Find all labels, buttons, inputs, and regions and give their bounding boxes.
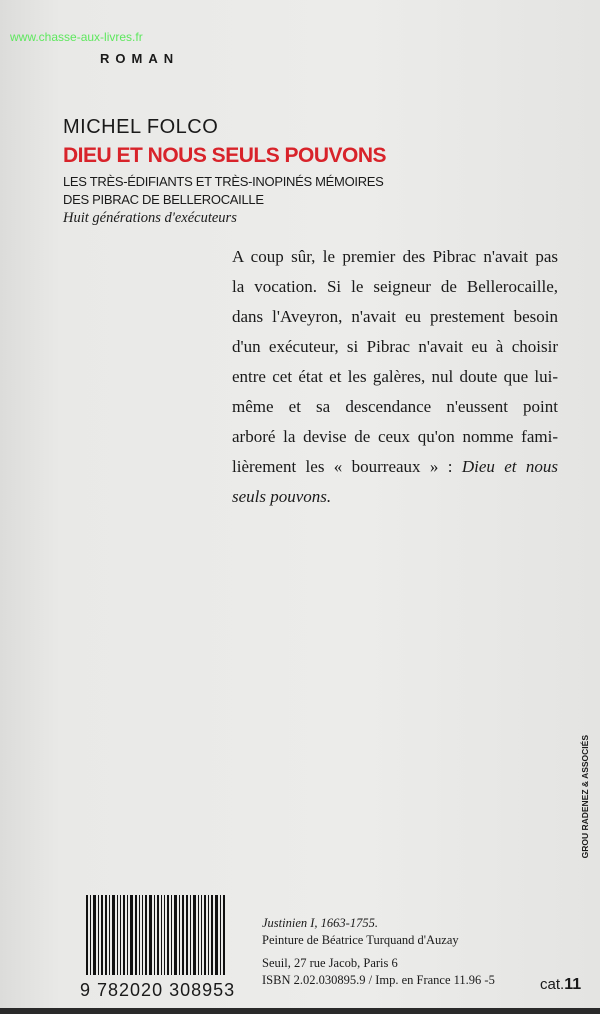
barcode-bar [182, 895, 184, 975]
barcode-bar [167, 895, 169, 975]
barcode-bar [174, 895, 177, 975]
barcode-bar [186, 895, 188, 975]
tagline: Huit générations d'exécuteurs [63, 210, 237, 226]
barcode-bar [220, 895, 221, 975]
blurb-line: arboré la devise de ceux qu'on nomme fami- [232, 427, 558, 446]
barcode-bar [86, 895, 88, 975]
category-code [540, 976, 581, 994]
barcode-bar [101, 895, 103, 975]
barcode-bar [154, 895, 155, 975]
subtitle-line-2: DES PIBRAC DE BELLEROCAILLE [63, 192, 264, 207]
barcode-bar [179, 895, 180, 975]
barcode-bar [204, 895, 206, 975]
category-value: 11 [564, 976, 582, 993]
barcode-bar [145, 895, 147, 975]
blurb-line: d'un exécuteur, si Pibrac n'avait eu à choisir [232, 337, 558, 356]
blurb-italic: seuls pouvons. [232, 487, 332, 506]
watermark: www.chasse-aux-livres.fr [10, 30, 143, 44]
isbn: ISBN 2.02.030895.9 / Imp. en France 11.96 -5 [262, 973, 495, 987]
barcode-bar [112, 895, 115, 975]
subtitle-line-1: LES TRÈS-ÉDIFIANTS ET TRÈS-INOPINÉS MÉMOIRES [63, 174, 384, 189]
barcode-bar [98, 895, 99, 975]
blurb-italic: Dieu et nous [461, 457, 558, 476]
blurb [232, 242, 558, 512]
blurb-line: A coup sûr, le premier des Pibrac n'avait pas [232, 247, 558, 266]
barcode-bar [149, 895, 152, 975]
barcode-bar [215, 895, 218, 975]
blurb-line: même et sa descendance n'eussent point [232, 397, 558, 416]
design-credit: GROU RADENEZ & ASSOCIÉS [580, 735, 590, 859]
barcode-bar [190, 895, 191, 975]
barcode-bar [201, 895, 202, 975]
barcode-bar [193, 895, 196, 975]
barcode-bar [142, 895, 143, 975]
painter-credit: Peinture de Béatrice Turquand d'Auzay [262, 933, 459, 947]
barcode [86, 895, 242, 975]
book-title: DIEU ET NOUS SEULS POUVONS [63, 144, 387, 167]
barcode-bar [198, 895, 199, 975]
barcode-bar [161, 895, 162, 975]
blurb-line: dans l'Aveyron, n'avait eu prestement besoin [232, 307, 558, 326]
barcode-bar [135, 895, 137, 975]
barcode-bar [211, 895, 213, 975]
barcode-bar [223, 895, 225, 975]
barcode-bar [171, 895, 172, 975]
barcode-bar [127, 895, 128, 975]
barcode-bar [157, 895, 159, 975]
barcode-bar [208, 895, 209, 975]
barcode-bar [105, 895, 107, 975]
author: MICHEL FOLCO [63, 116, 219, 138]
blurb-text: lièrement les « bourreaux » : [232, 457, 462, 476]
painting-caption: Justinien I, 1663-1755. [262, 916, 378, 930]
barcode-bar [164, 895, 165, 975]
blurb-line: la vocation. Si le seigneur de Bellerocaille, [232, 277, 558, 296]
barcode-bar [130, 895, 133, 975]
barcode-bar [109, 895, 110, 975]
blurb-line: entre cet état et les galères, nul doute que lui- [232, 367, 558, 386]
barcode-bar [93, 895, 96, 975]
blurb-line [232, 482, 558, 512]
category-label: cat. [540, 976, 565, 993]
barcode-bar [120, 895, 121, 975]
blurb-line [232, 452, 558, 482]
barcode-bar [90, 895, 91, 975]
barcode-bar [117, 895, 118, 975]
barcode-number: 9 782020 308953 [80, 980, 236, 1000]
publisher-address: Seuil, 27 rue Jacob, Paris 6 [262, 956, 398, 970]
barcode-bar [123, 895, 125, 975]
barcode-bar [139, 895, 140, 975]
bottom-edge [0, 1008, 600, 1014]
collection-label: ROMAN [100, 51, 180, 66]
